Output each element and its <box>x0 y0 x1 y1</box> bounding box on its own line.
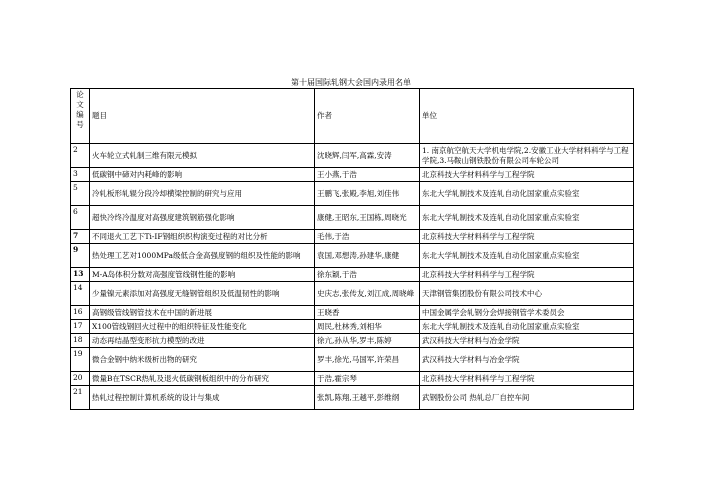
header-title: 题目 <box>90 89 315 144</box>
authors-cell: 康健,王昭东,王国栋,周晓光 <box>315 206 420 230</box>
unit-cell: 1. 南京航空航天大学机电学院,2.安徽工业大学材料科学与工程学院,3.马鞍山钢铁股份有限公司车轮公司 <box>420 144 634 168</box>
authors-cell: 王鹏飞,张殿,李旭,刘佳伟 <box>315 182 420 206</box>
paper-number-cell: 17 <box>71 320 90 334</box>
unit-cell: 北京科技大学材料科学与工程学院 <box>420 168 634 182</box>
unit-cell: 东北大学轧制技术及连轧自动化国家重点实验室 <box>420 182 634 206</box>
authors-cell: 徐亢,孙从华,罗丰,陈婷 <box>315 334 420 348</box>
paper-number-cell: 5 <box>71 182 90 206</box>
authors-cell: 于浩,霍宗琴 <box>315 372 420 386</box>
paper-title-cell: 不同退火工艺下Ti-IF钢组织织构演变过程的对比分析 <box>90 230 315 244</box>
table-row <box>71 386 634 410</box>
paper-number-cell: 9 <box>71 244 90 268</box>
table-row <box>71 372 634 386</box>
authors-cell: 罗丰,徐光,马国军,许荣昌 <box>315 348 420 372</box>
document-title: 第十届国际轧钢大会国内录用名单 <box>291 78 411 87</box>
paper-title-cell: 动态再结晶型变形抗力模型的改进 <box>90 334 315 348</box>
table-row <box>71 168 634 182</box>
paper-title-cell: 热轧过程控制计算机系统的设计与集成 <box>90 386 315 410</box>
table-row <box>71 348 634 372</box>
paper-title-cell: 超快冷终冷温度对高强度建筑钢筋强化影响 <box>90 206 315 230</box>
table-row <box>71 320 634 334</box>
paper-number-cell: 18 <box>71 334 90 348</box>
paper-title-cell: 少量镍元素添加对高强度无缝钢管组织及低温韧性的影响 <box>90 282 315 306</box>
paper-number-cell: 14 <box>71 282 90 306</box>
table-row <box>71 206 634 230</box>
table-row <box>71 230 634 244</box>
authors-cell: 王小燕,于浩 <box>315 168 420 182</box>
paper-number-cell: 7 <box>71 230 90 244</box>
paper-number-cell: 20 <box>71 372 90 386</box>
authors-cell: 沈晓辉,闫军,高霖,安涛 <box>315 144 420 168</box>
authors-cell: 张凯,陈翔,王越平,彭维纲 <box>315 386 420 410</box>
unit-cell: 东北大学轧制技术及连轧自动化国家重点实验室 <box>420 244 634 268</box>
paper-title-cell: 热处理工艺对1000MPa级低合金高强度钢的组织及性能的影响 <box>90 244 315 268</box>
paper-number-cell: 2 <box>71 144 90 168</box>
authors-cell: 袁国,邓想涛,孙建华,康健 <box>315 244 420 268</box>
unit-cell: 武汉科技大学材料与冶金学院 <box>420 334 634 348</box>
paper-title-cell: M-A岛体积分数对高强度管线钢性能的影响 <box>90 268 315 282</box>
unit-cell: 中国金属学会轧钢分会焊接钢管学术委员会 <box>420 306 634 320</box>
table-row <box>71 268 634 282</box>
paper-number-cell: 13 <box>71 268 90 282</box>
header-authors: 作者 <box>315 89 420 144</box>
unit-cell: 东北大学轧制技术及连轧自动化国家重点实验室 <box>420 206 634 230</box>
table-row <box>71 144 634 168</box>
unit-cell: 天津钢管集团股份有限公司技术中心 <box>420 282 634 306</box>
paper-number-cell: 19 <box>71 348 90 372</box>
authors-cell: 徐东颖,于浩 <box>315 268 420 282</box>
table-row <box>71 334 634 348</box>
paper-title-cell: 低碳钢中碲对内耗峰的影响 <box>90 168 315 182</box>
paper-number-cell: 16 <box>71 306 90 320</box>
unit-cell: 北京科技大学材料科学与工程学院 <box>420 268 634 282</box>
unit-cell: 北京科技大学材料科学与工程学院 <box>420 372 634 386</box>
unit-cell: 北京科技大学材料科学与工程学院 <box>420 230 634 244</box>
authors-cell: 史庆志,张传友,刘江成,周晓峰 <box>315 282 420 306</box>
authors-cell: 周民,杜林秀,刘相华 <box>315 320 420 334</box>
paper-title-cell: 火车轮立式轧制三维有限元模拟 <box>90 144 315 168</box>
paper-title-cell: X100管线钢回火过程中的组织特征及性能变化 <box>90 320 315 334</box>
paper-number-cell: 21 <box>71 386 90 410</box>
header-unit: 单位 <box>420 89 634 144</box>
table-header-row <box>71 89 634 144</box>
table-row <box>71 306 634 320</box>
paper-title-cell: 微量B在TSCR热轧及退火低碳钢板组织中的分布研究 <box>90 372 315 386</box>
header-paper-number: 论 文 编 号 <box>71 89 90 144</box>
paper-number-cell: 3 <box>71 168 90 182</box>
paper-title-cell: 微合金钢中纳米级析出物的研究 <box>90 348 315 372</box>
unit-cell: 东北大学轧制技术及连轧自动化国家重点实验室 <box>420 320 634 334</box>
table-row <box>71 182 634 206</box>
table-row <box>71 244 634 268</box>
authors-cell: 毛伟,于浩 <box>315 230 420 244</box>
unit-cell: 武汉科技大学材料与冶金学院 <box>420 348 634 372</box>
acceptance-table <box>70 88 634 410</box>
authors-cell: 王晓香 <box>315 306 420 320</box>
paper-title-cell: 高钢级管线钢管技术在中国的新进展 <box>90 306 315 320</box>
paper-title-cell: 冷轧板形轧辊分段冷却横梁控制的研究与应用 <box>90 182 315 206</box>
unit-cell: 武钢股份公司 热轧总厂自控车间 <box>420 386 634 410</box>
paper-number-cell: 6 <box>71 206 90 230</box>
table-row <box>71 282 634 306</box>
